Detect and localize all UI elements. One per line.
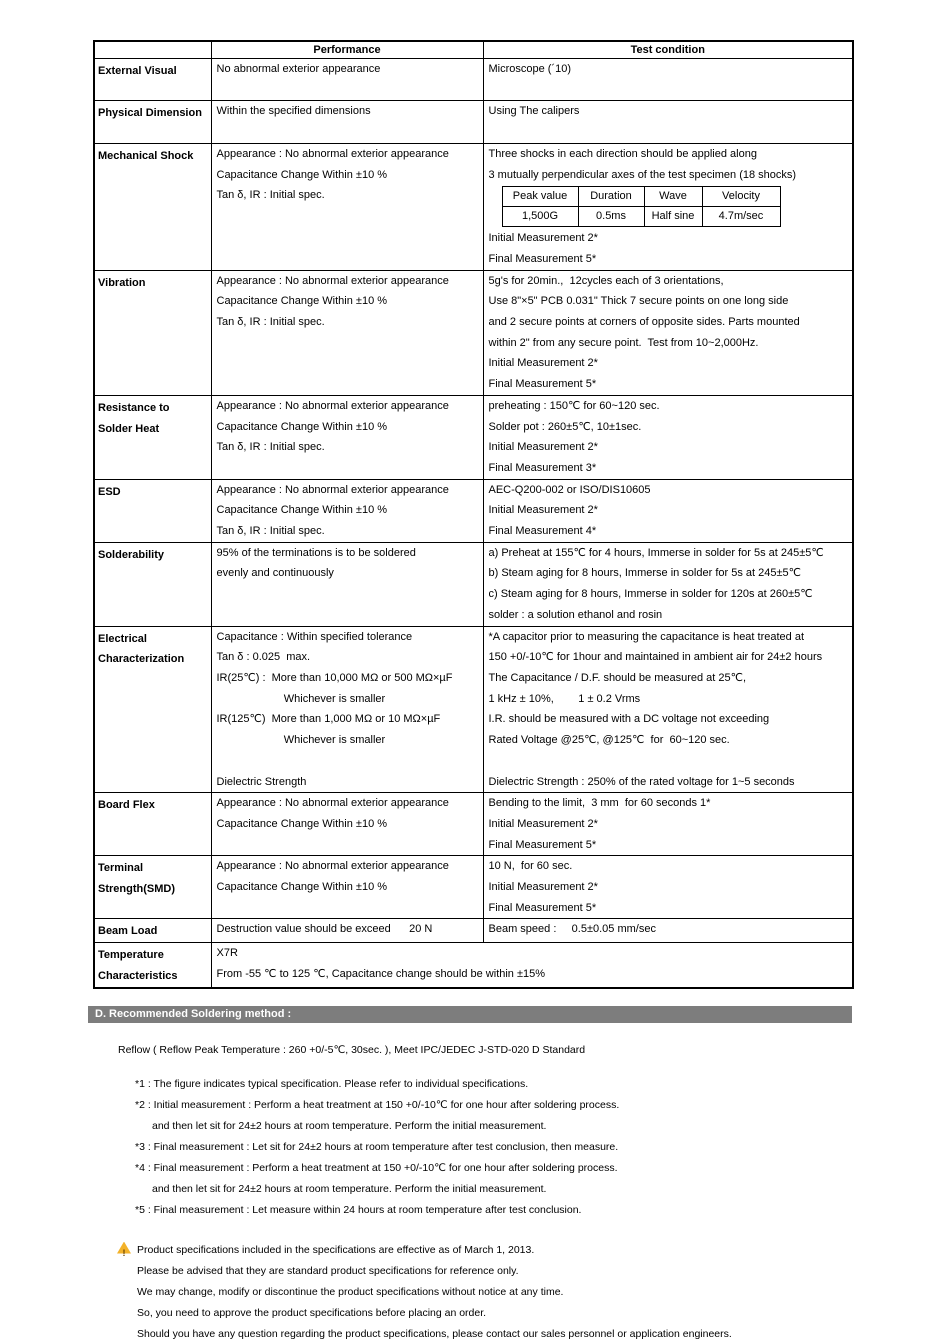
row-label-line: Mechanical Shock	[98, 149, 194, 162]
row-label	[94, 479, 211, 542]
shock-table-value-cell: 0.5ms	[578, 207, 644, 227]
row-label	[94, 542, 211, 626]
performance-line: Destruction value should be exceed 20 N	[216, 923, 433, 936]
test-condition-line: Final Measurement 3*	[488, 461, 597, 474]
shock-table-row	[502, 187, 780, 207]
row-label-line: Solder Heat	[98, 422, 160, 435]
table-row	[94, 59, 853, 101]
footnote-line: *5 : Final measurement : Let measure within 24 hours at room temperature after test conclusion.	[135, 1203, 582, 1216]
row-label	[94, 59, 211, 101]
test-condition-line: Initial Measurement 2*	[488, 441, 598, 454]
performance-line: No abnormal exterior appearance	[216, 63, 381, 75]
performance-line: Capacitance Change Within ±10 %	[216, 817, 388, 830]
test-condition-line: Initial Measurement 2*	[488, 881, 598, 894]
test-condition-cell	[483, 919, 853, 943]
test-condition-line: AEC-Q200-002 or ISO/DIS10605	[488, 483, 651, 496]
row-label-line: Terminal	[98, 862, 144, 875]
shock-table-header-cell: Velocity	[702, 187, 780, 207]
table-row	[94, 856, 853, 919]
test-condition-line: Microscope (´10)	[488, 63, 572, 75]
row-label	[94, 395, 211, 479]
performance-cell	[211, 626, 483, 793]
performance-line: Within the specified dimensions	[216, 105, 371, 118]
warning-line: So, you need to approve the product specifications before placing an order.	[137, 1306, 487, 1319]
row-label	[94, 101, 211, 143]
col-header-performance: Performance	[211, 41, 483, 59]
row-label	[94, 943, 211, 988]
performance-line: Capacitance Change Within ±10 %	[216, 881, 388, 894]
performance-line	[212, 751, 483, 772]
performance-line	[212, 835, 483, 856]
table-row	[94, 143, 853, 270]
row-label-line: Solderability	[98, 548, 165, 561]
test-condition-cell	[483, 395, 853, 479]
performance-line: Capacitance : Within specified tolerance	[216, 630, 413, 643]
test-condition-line: within 2" from any secure point. Test from 10~2,000Hz.	[488, 336, 759, 349]
performance-line: 95% of the terminations is to be soldered	[216, 546, 416, 559]
test-condition-line: Final Measurement 5*	[488, 901, 597, 914]
test-condition-line: Initial Measurement 2*	[488, 357, 598, 370]
test-condition-line: c) Steam aging for 8 hours, Immerse in solder for 120s at 260±5℃	[488, 588, 813, 601]
performance-cell	[211, 856, 483, 919]
row-label	[94, 919, 211, 943]
table-row	[94, 270, 853, 395]
performance-line: Tan δ, IR : Initial spec.	[216, 189, 325, 202]
footnote-line: *4 : Final measurement : Perform a heat treatment at 150 +0/-10℃ for one hour after soldering process.	[135, 1161, 618, 1174]
test-condition-line: Final Measurement 5*	[488, 378, 597, 391]
test-condition-cell	[483, 856, 853, 919]
row-label-line: External Visual	[98, 65, 177, 77]
table-row	[94, 943, 853, 988]
test-condition-line	[484, 80, 853, 101]
performance-cell	[211, 270, 483, 395]
test-condition-line: 5g's for 20min., 12cycles each of 3 orientations,	[488, 274, 724, 287]
footnote-line: and then let sit for 24±2 hours at room temperature. Perform the initial measurement.	[152, 1119, 547, 1132]
footnote-line: and then let sit for 24±2 hours at room temperature. Perform the initial measurement.	[152, 1182, 547, 1195]
performance-line: evenly and continuously	[216, 567, 334, 580]
performance-line: Tan δ : 0.025 max.	[216, 651, 311, 664]
performance-cell	[211, 542, 483, 626]
warning-triangle-icon	[117, 1242, 131, 1254]
section-d-header: D. Recommended Soldering method :	[88, 1006, 852, 1023]
test-condition-line	[484, 122, 853, 143]
col-header-blank	[94, 41, 211, 59]
performance-line: Appearance : No abnormal exterior appearance	[216, 399, 449, 412]
warning-block	[117, 1240, 852, 1344]
test-condition-line: Beam speed : 0.5±0.05 mm/sec	[488, 923, 656, 936]
performance-line: Appearance : No abnormal exterior appearance	[216, 274, 449, 287]
test-condition-line: Initial Measurement 2*	[488, 232, 598, 245]
row-label-line: Strength(SMD)	[98, 883, 175, 896]
test-condition-line: Final Measurement 5*	[488, 252, 597, 265]
test-condition-line: *A capacitor prior to measuring the capacitance is heat treated at	[488, 630, 805, 643]
performance-cell	[211, 919, 483, 943]
row-label-line: ESD	[98, 485, 121, 498]
row-label-line: Board Flex	[98, 799, 155, 812]
reflow-note: Reflow ( Reflow Peak Temperature : 260 +0/-5℃, 30sec. ), Meet IPC/JEDEC J-STD-020 D Standard	[118, 1043, 586, 1056]
performance-line: Dielectric Strength	[216, 775, 307, 788]
table-row	[94, 542, 853, 626]
performance-line: IR(125℃) More than 1,000 MΩ or 10 MΩ×µF	[216, 713, 441, 726]
test-condition-line: 150 +0/-10℃ for 1hour and maintained in ambient air for 24±2 hours	[488, 651, 823, 664]
table-row	[94, 479, 853, 542]
test-condition-cell	[483, 270, 853, 395]
test-condition-line: Dielectric Strength : 250% of the rated voltage for 1~5 seconds	[488, 775, 795, 788]
test-condition-line: 3 mutually perpendicular axes of the test specimen (18 shocks)	[488, 168, 797, 181]
performance-line: Appearance : No abnormal exterior appearance	[216, 147, 449, 160]
test-condition-line: Use 8"×5" PCB 0.031" Thick 7 secure points on one long side	[488, 295, 789, 308]
performance-line	[212, 122, 483, 143]
performance-line: IR(25℃) : More than 10,000 MΩ or 500 MΩ×µF	[216, 671, 453, 684]
table-row	[94, 395, 853, 479]
shock-parameters-table	[502, 186, 781, 227]
test-condition-line: preheating : 150℃ for 60~120 sec.	[488, 399, 660, 412]
shock-table-header-cell: Duration	[578, 187, 644, 207]
test-condition-line: Final Measurement 4*	[488, 525, 597, 538]
row-label	[94, 270, 211, 395]
row-label-line: Beam Load	[98, 925, 158, 938]
performance-line: Appearance : No abnormal exterior appearance	[216, 860, 449, 873]
test-condition-line: Rated Voltage @25℃, @125℃ for 60~120 sec.	[488, 734, 730, 747]
test-condition-cell	[483, 101, 853, 143]
row-label-line: Temperature	[98, 949, 164, 962]
performance-line: Capacitance Change Within ±10 %	[216, 420, 388, 433]
spec-table	[93, 40, 854, 989]
performance-line: Tan δ, IR : Initial spec.	[216, 316, 325, 329]
test-condition-line: a) Preheat at 155℃ for 4 hours, Immerse in solder for 5s at 245±5℃	[488, 546, 824, 559]
performance-cell	[211, 59, 483, 101]
performance-line: Tan δ, IR : Initial spec.	[216, 441, 325, 454]
performance-line: Appearance : No abnormal exterior appearance	[216, 483, 449, 496]
test-condition-line: b) Steam aging for 8 hours, Immerse in solder for 5s at 245±5℃	[488, 567, 801, 580]
table-row	[94, 101, 853, 143]
test-condition-line: I.R. should be measured with a DC voltage not exceeding	[488, 713, 770, 726]
performance-cell	[211, 395, 483, 479]
row-label-line: Characterization	[98, 653, 185, 666]
footnote-line: *1 : The figure indicates typical specification. Please refer to individual specifications.	[135, 1077, 529, 1090]
performance-cell	[211, 479, 483, 542]
test-condition-line: and 2 secure points at corners of opposite sides. Parts mounted	[488, 316, 800, 329]
test-condition-line: Initial Measurement 2*	[488, 817, 598, 830]
test-condition-cell	[483, 479, 853, 542]
row-label	[94, 143, 211, 270]
performance-line: Tan δ, IR : Initial spec.	[216, 525, 325, 538]
spec-table-header-row	[94, 41, 853, 59]
row-label-line: Vibration	[98, 276, 146, 289]
merged-cell	[211, 943, 853, 988]
merged-line: X7R	[216, 947, 238, 960]
shock-table-header-cell: Wave	[644, 187, 702, 207]
performance-line: Appearance : No abnormal exterior appearance	[216, 797, 449, 810]
row-label-line: Resistance to	[98, 401, 170, 414]
table-row	[94, 919, 853, 943]
test-condition-line: 10 N, for 60 sec.	[488, 860, 573, 873]
performance-cell	[211, 793, 483, 856]
performance-cell	[211, 101, 483, 143]
table-row	[94, 793, 853, 856]
shock-table-row	[502, 207, 780, 227]
test-condition-cell	[483, 59, 853, 101]
row-label	[94, 626, 211, 793]
test-condition-line: solder : a solution ethanol and rosin	[488, 608, 663, 621]
test-condition-cell	[483, 542, 853, 626]
shock-table-value-cell: 1,500G	[502, 207, 578, 227]
warning-line: !Product specifications included in the specifications are effective as of March 1, 2013.	[117, 1240, 852, 1261]
merged-line: From -55 ℃ to 125 ℃, Capacitance change should be within ±15%	[216, 967, 546, 980]
row-label-line: Physical Dimension	[98, 107, 202, 120]
test-condition-line: Bending to the limit, 3 mm for 60 seconds 1*	[488, 797, 711, 810]
warning-line: Should you have any question regarding the product specifications, please contact our sales personnel or application engineers.	[137, 1327, 732, 1340]
performance-line: Capacitance Change Within ±10 %	[216, 504, 388, 517]
test-condition-line: Solder pot : 260±5℃, 10±1sec.	[488, 420, 642, 433]
test-condition-cell	[483, 143, 853, 270]
shock-table-header-cell: Peak value	[502, 187, 578, 207]
shock-table-value-cell: Half sine	[644, 207, 702, 227]
test-condition-line: Using The calipers	[488, 105, 580, 118]
test-condition-line: The Capacitance / D.F. should be measured at 25℃,	[488, 671, 747, 684]
row-label	[94, 856, 211, 919]
test-condition-cell	[483, 626, 853, 793]
test-condition-line: Initial Measurement 2*	[488, 504, 598, 517]
performance-line: Capacitance Change Within ±10 %	[216, 168, 388, 181]
shock-table-value-cell: 4.7m/sec	[702, 207, 780, 227]
footnote-line: *3 : Final measurement : Let sit for 24±2 hours at room temperature after test conclusion, then measure.	[135, 1140, 619, 1153]
col-header-test-condition: Test condition	[483, 41, 853, 59]
performance-cell	[211, 143, 483, 270]
row-label-line: Characteristics	[98, 969, 178, 982]
test-condition-cell	[483, 793, 853, 856]
performance-line: Whichever is smaller	[216, 734, 386, 747]
test-condition-line	[484, 751, 853, 772]
row-label	[94, 793, 211, 856]
footnote-line: *2 : Initial measurement : Perform a heat treatment at 150 +0/-10℃ for one hour after soldering process.	[135, 1098, 620, 1111]
warning-line: Please be advised that they are standard product specifications for reference only.	[137, 1264, 519, 1277]
table-row	[94, 626, 853, 793]
footnotes-block	[135, 1074, 852, 1221]
performance-line: Whichever is smaller	[216, 692, 386, 705]
test-condition-line: 1 kHz ± 10%, 1 ± 0.2 Vrms	[488, 692, 641, 705]
test-condition-line: Three shocks in each direction should be applied along	[488, 147, 757, 160]
row-label-line: Electrical	[98, 632, 147, 645]
performance-line: Capacitance Change Within ±10 %	[216, 295, 388, 308]
performance-line	[212, 80, 483, 101]
warning-line: We may change, modify or discontinue the product specifications without notice at any time.	[137, 1285, 564, 1298]
test-condition-line: Final Measurement 5*	[488, 838, 597, 851]
performance-line	[212, 898, 483, 919]
